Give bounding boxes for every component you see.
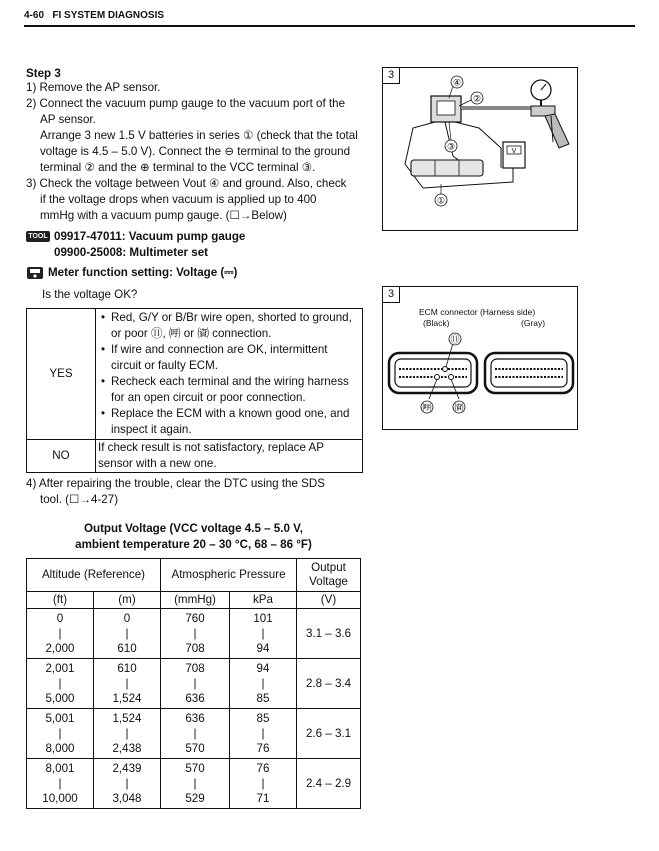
step-item-3-line3: mmHg with a vacuum pump gauge. (☐→Below) xyxy=(40,209,287,222)
meter-setting-text: Meter function setting: Voltage (⎓) xyxy=(48,266,238,279)
yes-item: • If wire and connection are OK, intermittent circuit or faulty ECM. xyxy=(111,342,359,374)
after-line1: 4) After repairing the trouble, clear the DTC using the SDS xyxy=(26,477,326,490)
multimeter-icon xyxy=(26,266,44,280)
unit-v: (V) xyxy=(297,592,361,609)
pressure-header: Atmospheric Pressure xyxy=(161,559,297,592)
m-cell: 1,524 | 2,438 xyxy=(94,709,161,759)
pin-label: ㈺ xyxy=(422,403,432,414)
table-row xyxy=(27,659,361,709)
mmhg-cell: 708 | 636 xyxy=(161,659,230,709)
m-cell: 0 | 610 xyxy=(94,609,161,659)
no-row xyxy=(27,440,363,473)
yes-no-table xyxy=(26,308,363,473)
figure-number: 3 xyxy=(383,287,400,303)
section-title: FI SYSTEM DIAGNOSIS xyxy=(52,10,165,21)
ft-cell: 2,001 | 5,000 xyxy=(27,659,94,709)
altitude-header: Altitude (Reference) xyxy=(27,559,161,592)
yes-item: • Recheck each terminal and the wiring harness for an open circuit or poor connection. xyxy=(111,374,359,406)
unit-mmhg: (mmHg) xyxy=(161,592,230,609)
yes-row xyxy=(27,309,363,440)
voltage-cell: 2.6 – 3.1 xyxy=(297,709,361,759)
page-number: 4-60 xyxy=(24,10,45,21)
tool-icon: TOOL xyxy=(26,231,50,242)
table-row xyxy=(27,759,361,809)
units-row xyxy=(27,592,361,609)
yes-item: • Red, G/Y or B/Br wire open, shorted to ground, or poor ⑪, ㈺ or ㈾ connection. xyxy=(111,310,359,342)
question-text: Is the voltage OK? xyxy=(42,288,138,301)
tool-1-text: 09917-47011: Vacuum pump gauge xyxy=(54,230,246,243)
yes-actions xyxy=(96,309,363,440)
table-title-line2: ambient temperature 20 – 30 °C, 68 – 86 °F) xyxy=(75,538,312,551)
after-line2: tool. (☐→4-27) xyxy=(40,493,119,506)
callout-label: ③ xyxy=(446,142,456,153)
figure-number: 3 xyxy=(383,68,400,84)
step-item-2-line1: 2) Connect the vacuum pump gauge to the vacuum port of the xyxy=(26,97,346,110)
yes-label: YES xyxy=(27,309,96,440)
callout-label: ① xyxy=(436,196,446,207)
ft-cell: 0 | 2,000 xyxy=(27,609,94,659)
header-rule xyxy=(24,25,635,27)
yes-item: • Replace the ECM with a known good one, and inspect it again. xyxy=(111,406,359,438)
vacuum-test-diagram xyxy=(383,68,577,230)
unit-ft: (ft) xyxy=(27,592,94,609)
step-item-1: 1) Remove the AP sensor. xyxy=(26,81,161,94)
unit-kpa: kPa xyxy=(230,592,297,609)
no-label: NO xyxy=(27,440,96,473)
m-cell: 2,439 | 3,048 xyxy=(94,759,161,809)
m-cell: 610 | 1,524 xyxy=(94,659,161,709)
voltage-cell: 3.1 – 3.6 xyxy=(297,609,361,659)
step-item-2-line2: AP sensor. xyxy=(40,113,96,126)
voltmeter-label: V xyxy=(511,148,517,155)
mmhg-cell: 636 | 570 xyxy=(161,709,230,759)
step-item-3-line2: if the voltage drops when vacuum is applied up to 400 xyxy=(40,193,317,206)
voltage-cell: 2.4 – 2.9 xyxy=(297,759,361,809)
kpa-cell: 101 | 94 xyxy=(230,609,297,659)
output-header: Output Voltage xyxy=(297,559,361,592)
voltage-cell: 2.8 – 3.4 xyxy=(297,659,361,709)
callout-label: ④ xyxy=(452,78,462,89)
callout-label: ② xyxy=(472,94,482,105)
table-header-row xyxy=(27,559,361,592)
output-voltage-table xyxy=(26,558,361,809)
ft-cell: 8,001 | 10,000 xyxy=(27,759,94,809)
kpa-cell: 94 | 85 xyxy=(230,659,297,709)
step-item-3-line1: 3) Check the voltage between Vout ④ and ground. Also, check xyxy=(26,177,347,190)
table-row xyxy=(27,709,361,759)
tool-line-1 xyxy=(26,229,245,245)
step-item-2-line4: voltage is 4.5 – 5.0 V). Connect the ⊖ terminal to the ground xyxy=(40,145,351,158)
table-row xyxy=(27,609,361,659)
kpa-cell: 76 | 71 xyxy=(230,759,297,809)
unit-m: (m) xyxy=(94,592,161,609)
ecm-right-label: (Gray) xyxy=(521,318,546,328)
pin-label: ⑪ xyxy=(450,335,460,346)
table-title-line1: Output Voltage (VCC voltage 4.5 – 5.0 V, xyxy=(83,522,304,535)
pin-label: ㈾ xyxy=(454,403,464,414)
figure-vacuum-test xyxy=(382,67,578,231)
step-item-2-line5: terminal ② and the ⊕ terminal to the VCC terminal ③. xyxy=(40,161,316,174)
step-item-2-line3: Arrange 3 new 1.5 V batteries in series ① (check that the total xyxy=(40,129,358,142)
mmhg-cell: 570 | 529 xyxy=(161,759,230,809)
ecm-title: ECM connector (Harness side) xyxy=(419,307,536,317)
ecm-left-label: (Black) xyxy=(423,318,450,328)
kpa-cell: 85 | 76 xyxy=(230,709,297,759)
tool-2-text: 09900-25008: Multimeter set xyxy=(54,246,209,259)
page-header xyxy=(24,10,635,21)
mmhg-cell: 760 | 708 xyxy=(161,609,230,659)
no-action: If check result is not satisfactory, replace AP sensor with a new one. xyxy=(96,440,363,473)
meter-setting xyxy=(26,265,237,281)
step-title: Step 3 xyxy=(26,67,61,80)
ft-cell: 5,001 | 8,000 xyxy=(27,709,94,759)
figure-ecm-connector xyxy=(382,286,578,430)
ecm-connector-diagram xyxy=(383,287,577,429)
